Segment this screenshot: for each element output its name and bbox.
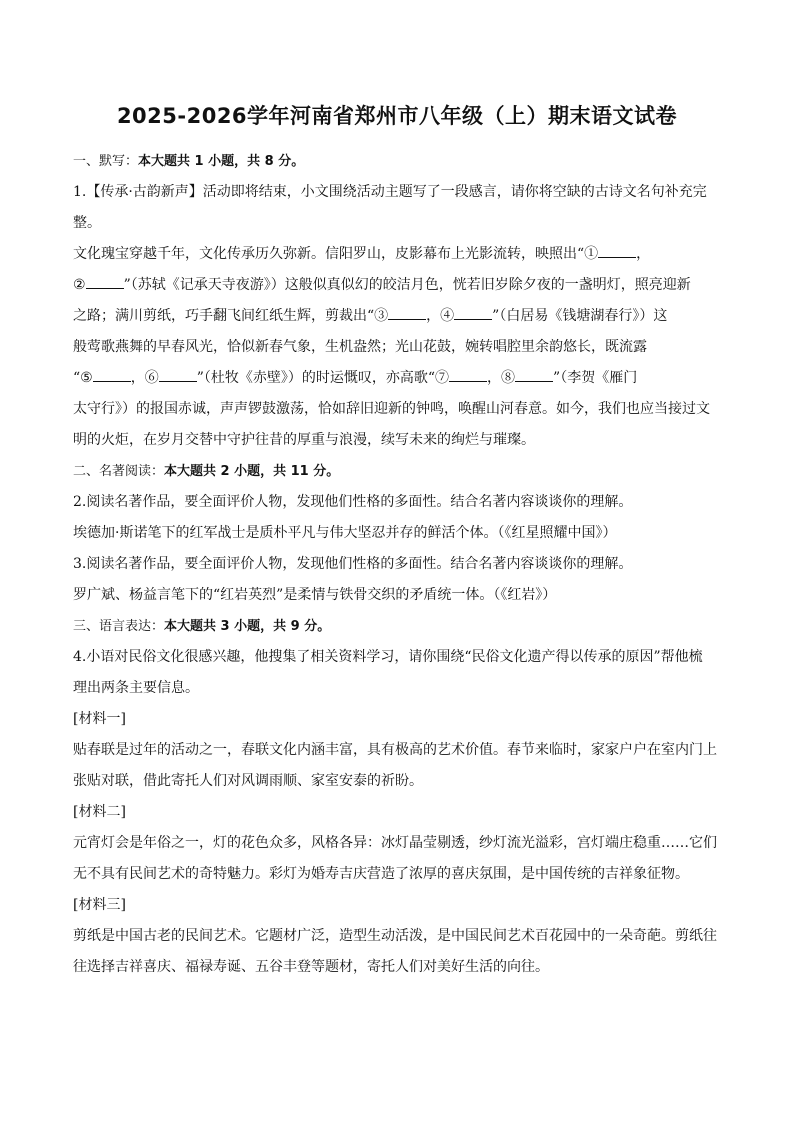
question-2-line: 埃德加·斯诺笔下的红军战士是质朴平凡与伟大坚忍并存的鲜活个体。（《红星照耀中国》） xyxy=(73,525,617,541)
passage-text: ② xyxy=(73,277,86,293)
question-4-line: 理出两条主要信息。 xyxy=(73,680,199,696)
passage-line: 般莺歌燕舞的早春风光，恰似新春气象，生机盎然；光山花鼓，婉转唱腔里余韵悠长，既流露 xyxy=(73,339,647,355)
passage-text: 文化瑰宝穿越千年，文化传承历久弥新。信阳罗山，皮影幕布上光影流转，映照出“① xyxy=(73,246,599,262)
passage-text: ”（白居易《钱塘湖春行》）这 xyxy=(492,308,668,324)
section-prefix: 二、名著阅读： xyxy=(73,464,165,479)
question-3-line: 3.阅读名著作品，要全面评价人物，发现他们性格的多面性。结合名著内容谈谈你的理解。 xyxy=(73,556,633,572)
material-1-line: 贴春联是过年的活动之一，春联文化内涵丰富，具有极高的艺术价值。春节来临时，家家户户在室内门上 xyxy=(73,742,717,758)
section-info: 本大题共 1 小题，共 8 分。 xyxy=(138,154,305,169)
passage-line: 太守行》）的报国赤诚，声声锣鼓激荡，恰如辞旧迎新的钟鸣，唤醒山河春意。如今，我们也应当接过文 xyxy=(73,401,710,417)
material-3-line: 往选择吉祥喜庆、福禄寿诞、五谷丰登等题材，寄托人们对美好生活的向往。 xyxy=(73,959,549,975)
material-2-line: 元宵灯会是年俗之一，灯的花色众多，风格各异：冰灯晶莹剔透，纱灯流光溢彩，宫灯端庄稳重……它们 xyxy=(73,835,717,851)
fill-blank-2[interactable] xyxy=(86,274,124,289)
section-heading-3 xyxy=(73,611,723,642)
fill-blank-3[interactable] xyxy=(388,305,426,320)
passage-line: 明的火炬，在岁月交替中守护往昔的厚重与浪漫，续写未来的绚烂与璀璨。 xyxy=(73,432,535,448)
passage-line xyxy=(73,270,723,301)
passage-text: “⑤ xyxy=(73,370,93,386)
section-info: 本大题共 3 小题，共 9 分。 xyxy=(164,619,331,634)
exam-content xyxy=(73,146,723,983)
material-3-label: [材料三] xyxy=(73,897,126,913)
passage-line xyxy=(73,301,723,332)
section-prefix: 三、语言表达： xyxy=(73,619,165,634)
passage-text: ”（苏轼《记承天寺夜游》）这般似真似幻的皎洁月色，恍若旧岁除夕夜的一盏明灯，照亮迎新 xyxy=(123,277,691,293)
question-3-line: 罗广斌、杨益言笔下的“红岩英烈”是柔情与铁骨交织的矛盾统一体。（《红岩》） xyxy=(73,587,557,603)
fill-blank-4[interactable] xyxy=(454,305,492,320)
section-heading-2 xyxy=(73,456,723,487)
material-3-line: 剪纸是中国古老的民间艺术。它题材广泛，造型生动活泼，是中国民间艺术百花园中的一朵奇葩。剪纸往 xyxy=(73,928,717,944)
passage-text: ， xyxy=(636,246,651,262)
passage-text: ”（李贺《雁门 xyxy=(553,370,638,386)
passage-text: 之路；满川剪纸，巧手翻飞间红纸生辉，剪裁出“③ xyxy=(73,308,389,324)
material-2-label: [材料二] xyxy=(73,804,126,820)
material-2-line: 无不具有民间艺术的奇特魅力。彩灯为婚寿吉庆营造了浓厚的喜庆氛围，是中国传统的吉祥象征物。 xyxy=(73,866,689,882)
page-title: 2025-2026学年河南省郑州市八年级（上）期末语文试卷 xyxy=(116,104,678,128)
question-1-line: 整。 xyxy=(73,215,101,231)
section-info: 本大题共 2 小题，共 11 分。 xyxy=(164,464,340,479)
question-2-line: 2.阅读名著作品，要全面评价人物，发现他们性格的多面性。结合名著内容谈谈你的理解。 xyxy=(73,494,633,510)
question-1-line: 1.【传承·古韵新声】活动即将结束，小文围绕活动主题写了一段感言，请你将空缺的古诗文名句补充完 xyxy=(73,184,707,200)
passage-text: ，⑧ xyxy=(487,370,516,386)
passage-text: ，④ xyxy=(426,308,455,324)
passage-text: ，⑥ xyxy=(130,370,159,386)
fill-blank-7[interactable] xyxy=(449,367,487,382)
material-1-line: 张贴对联，借此寄托人们对风调雨顺、家室安泰的祈盼。 xyxy=(73,773,423,789)
passage-text: ”（杜牧《赤壁》）的时运慨叹，亦高歌“⑦ xyxy=(196,370,450,386)
question-4-line: 4.小语对民俗文化很感兴趣，他搜集了相关资料学习，请你围绕“民俗文化遗产得以传承的原因”帮他梳 xyxy=(73,649,703,665)
fill-blank-5[interactable] xyxy=(93,367,131,382)
fill-blank-8[interactable] xyxy=(515,367,553,382)
passage-line xyxy=(73,363,723,394)
section-prefix: 一、默写： xyxy=(73,154,139,169)
section-heading-1 xyxy=(73,146,723,177)
fill-blank-6[interactable] xyxy=(159,367,197,382)
fill-blank-1[interactable] xyxy=(598,243,636,258)
passage-line xyxy=(73,239,723,270)
material-1-label: [材料一] xyxy=(73,711,126,727)
